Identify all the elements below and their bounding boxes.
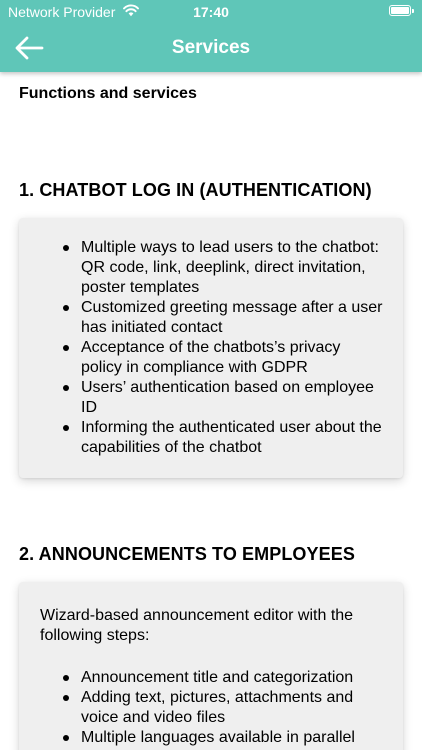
list-item: Customized greeting message after a user has initiated contact xyxy=(19,298,403,338)
section-heading-announcements: 2. ANNOUNCEMENTS TO EMPLOYEES xyxy=(19,544,355,564)
status-bar xyxy=(0,0,422,26)
list-item: Adding text, pictures, attachments and voice and video files xyxy=(19,688,403,728)
list-item: Announcement title and categorization xyxy=(19,668,403,688)
section-intro: Wizard-based announcement editor with the following steps: xyxy=(40,607,354,644)
header-title: Services xyxy=(171,37,251,58)
list-item: Multiple ways to lead users to the chatbot: QR code, link, deeplink, direct invitation, poster templates xyxy=(19,238,403,298)
list-item: Users’ authentication based on employee ID xyxy=(19,378,403,418)
page-title: Functions and services xyxy=(19,85,197,102)
section-heading-chatbot-login: 1. CHATBOT LOG IN (AUTHENTICATION) xyxy=(19,180,372,200)
status-time: 17:40 xyxy=(193,4,229,20)
bullet-list xyxy=(19,218,403,458)
app-header xyxy=(0,0,422,72)
carrier-name: Network Provider xyxy=(8,4,116,20)
battery-icon xyxy=(389,5,411,16)
battery-tip xyxy=(412,9,414,13)
navigation-bar xyxy=(0,26,422,72)
section-card-announcements xyxy=(19,582,403,750)
list-item: Acceptance of the chatbots’s privacy policy in compliance with GDPR xyxy=(19,338,403,378)
content-scroll-area[interactable] xyxy=(0,72,422,750)
battery-fill xyxy=(391,7,409,14)
section-card-chatbot-login xyxy=(19,218,403,478)
list-item: Multiple languages available in parallel xyxy=(19,728,403,748)
list-item: Informing the authenticated user about the capabilities of the chatbot xyxy=(19,418,403,458)
bullet-list xyxy=(19,646,403,748)
